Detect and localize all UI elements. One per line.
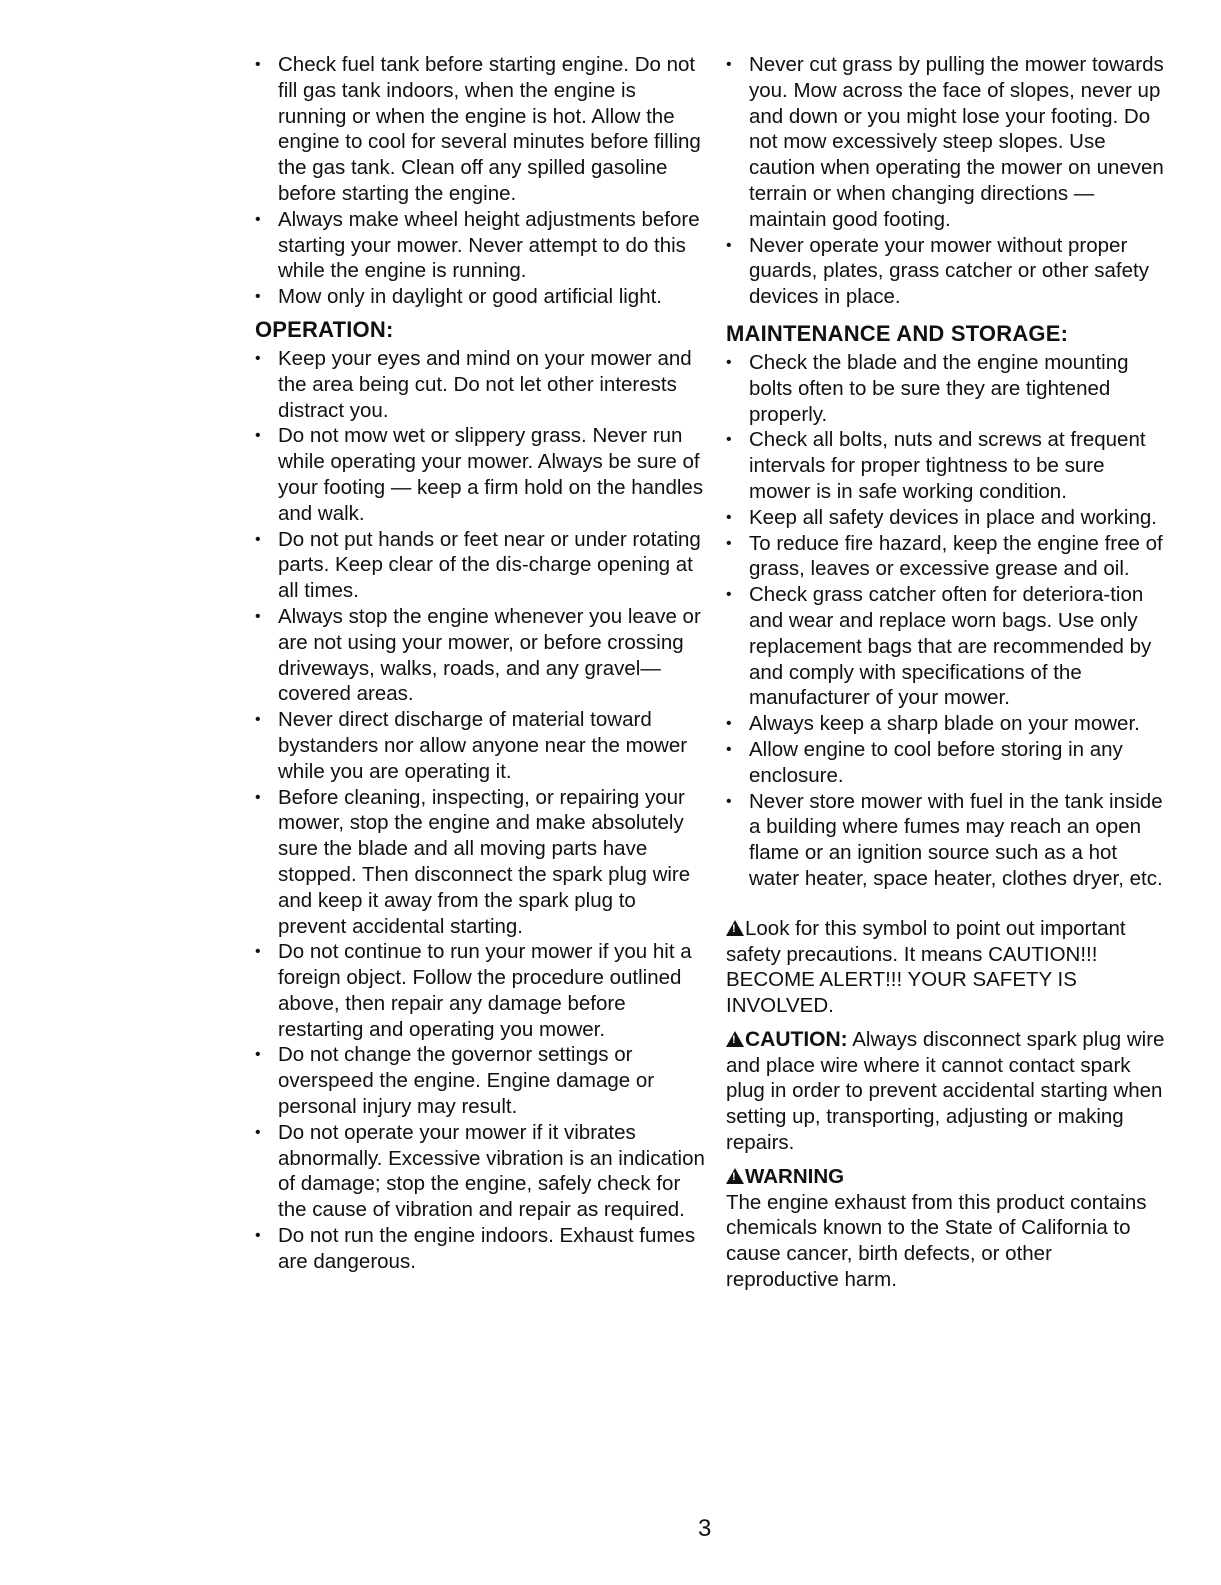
list-item: • Check grass catcher often for deteriora-tion and wear and replace worn bags. Use only replacement bags that are recommended by and comply with specifications of the manufacturer of your mower. xyxy=(726,583,1152,710)
bullet-icon: • xyxy=(726,431,732,449)
list-item: • Never direct discharge of material toward bystanders nor allow anyone near the mower while you are operating it. xyxy=(255,708,688,783)
list-item: • Check all bolts, nuts and screws at frequent intervals for proper tightness to be sure mower is in safe working condition. xyxy=(726,428,1146,503)
intro-list-left xyxy=(255,52,705,310)
list-item: • Check the blade and the engine mounting bolts often to be sure they are tightened properly. xyxy=(726,350,1129,426)
bullet-icon: • xyxy=(726,56,732,73)
bullet-icon: • xyxy=(255,1123,261,1141)
left-column xyxy=(255,52,705,1275)
bullet-icon: • xyxy=(726,740,732,758)
maintenance-heading: MAINTENANCE AND STORAGE: xyxy=(726,320,1069,346)
bullet-icon: • xyxy=(726,715,732,733)
caution-note: !CAUTION: Always disconnect spark plug wire and place wire where it cannot contact spark plug in order to prevent accidental starting when setting up, transporting, adjusting or making repairs. xyxy=(726,1027,1166,1156)
bullet-icon: • xyxy=(255,607,261,625)
safety-symbol-note: !Look for this symbol to point out important safety precautions. It means CAUTION!!! BECOME ALERT!!! YOUR SAFETY IS INVOLVED. xyxy=(726,916,1166,1019)
bullet-icon: • xyxy=(255,210,261,228)
list-item: • Do not change the governor settings or overspeed the engine. Engine damage or personal injury may result. xyxy=(255,1043,655,1119)
list-item: • Allow engine to cool before storing in any enclosure. xyxy=(726,737,1123,787)
page-number: 3 xyxy=(698,1515,712,1542)
warning-triangle-icon xyxy=(726,1031,744,1047)
bullet-icon: • xyxy=(255,56,261,73)
list-item: • To reduce fire hazard, keep the engine free of grass, leaves or excessive grease and oil. xyxy=(726,531,1163,581)
list-item: • Keep all safety devices in place and working. xyxy=(726,505,1157,529)
bullet-icon: • xyxy=(255,427,261,445)
bullet-icon: • xyxy=(726,508,732,526)
bullet-icon: • xyxy=(726,586,732,604)
list-item: • Never store mower with fuel in the tank inside a building where fumes may reach an open flame or an ignition source such as a hot water heater, space heater, clothes dryer, etc. xyxy=(726,789,1163,890)
bullet-icon: • xyxy=(255,711,261,729)
warning-text: The engine exhaust from this product contains chemicals known to the State of California to cause cancer, birth defects, or other reproductive harm. xyxy=(726,1190,1147,1292)
bullet-icon: • xyxy=(255,530,261,548)
list-item: • Keep your eyes and mind on your mower and the area being cut. Do not let other interests distract you. xyxy=(255,346,692,422)
bullet-icon: • xyxy=(255,349,261,367)
bullet-icon: • xyxy=(726,534,732,552)
list-item: • Always keep a sharp blade on your mower. xyxy=(726,712,1140,736)
bullet-icon: • xyxy=(726,353,732,371)
list-item: • Never operate your mower without proper guards, plates, grass catcher or other safety devices in place. xyxy=(726,233,1149,309)
operation-list xyxy=(255,346,705,1275)
caution-label: CAUTION: xyxy=(745,1027,848,1051)
list-item: • Never cut grass by pulling the mower towards you. Mow across the face of slopes, never up and down or you might lose your footing. Do not mow excessively steep slopes. Use caution when operating the mower on uneven terrain or when changing directions — maintain good footing. xyxy=(726,53,1164,231)
right-column xyxy=(726,52,1166,1293)
list-item: • Do not run the engine indoors. Exhaust fumes are dangerous. xyxy=(255,1224,696,1273)
warning-heading: !WARNING xyxy=(726,1164,1166,1190)
list-item: • Mow only in daylight or good artificial light. xyxy=(255,285,662,309)
bullet-icon: • xyxy=(255,1046,261,1064)
bullet-icon: • xyxy=(255,1227,261,1245)
list-item: • Always make wheel height adjustments before starting your mower. Never attempt to do this while the engine is running. xyxy=(255,207,700,283)
list-item: • Do not operate your mower if it vibrates abnormally. Excessive vibration is an indication of damage; stop the engine, safely check for the cause of vibration and repair as required. xyxy=(255,1120,705,1222)
bullet-icon: • xyxy=(255,943,261,961)
bullet-icon: • xyxy=(726,792,732,810)
intro-list-right xyxy=(726,52,1166,310)
maintenance-list xyxy=(726,350,1166,892)
list-item: • Do not mow wet or slippery grass. Never run while operating your mower. Always be sure of your footing — keep a firm hold on the handles and walk. xyxy=(255,424,704,525)
list-item: • Check fuel tank before starting engine. Do not fill gas tank indoors, when the engine is running or when the engine is hot. Allow the engine to cool for several minutes before filling the gas tank. Clean off any spilled gasoline before starting the engine. xyxy=(255,53,701,205)
operation-heading: OPERATION: xyxy=(255,316,394,342)
list-item: • Always stop the engine whenever you leave or are not using your mower, or before crossing driveways, walks, roads, and any gravel—covered areas. xyxy=(255,604,701,706)
list-item: • Do not put hands or feet near or under rotating parts. Keep clear of the dis-charge opening at all times. xyxy=(255,527,701,603)
bullet-icon: • xyxy=(255,288,261,306)
warning-triangle-icon xyxy=(726,1168,744,1184)
list-item: • Before cleaning, inspecting, or repairing your mower, stop the engine and make absolutely sure the blade and all moving parts have stopped. Then disconnect the spark plug wire and keep it away from the spark plug to prevent accidental starting. xyxy=(255,785,691,938)
bullet-icon: • xyxy=(255,788,261,806)
list-item: • Do not continue to run your mower if you hit a foreign object. Follow the procedure outlined above, then repair any damage before restarting and operating you mower. xyxy=(255,940,692,1041)
warning-triangle-icon xyxy=(726,920,744,936)
bullet-icon: • xyxy=(726,236,732,254)
